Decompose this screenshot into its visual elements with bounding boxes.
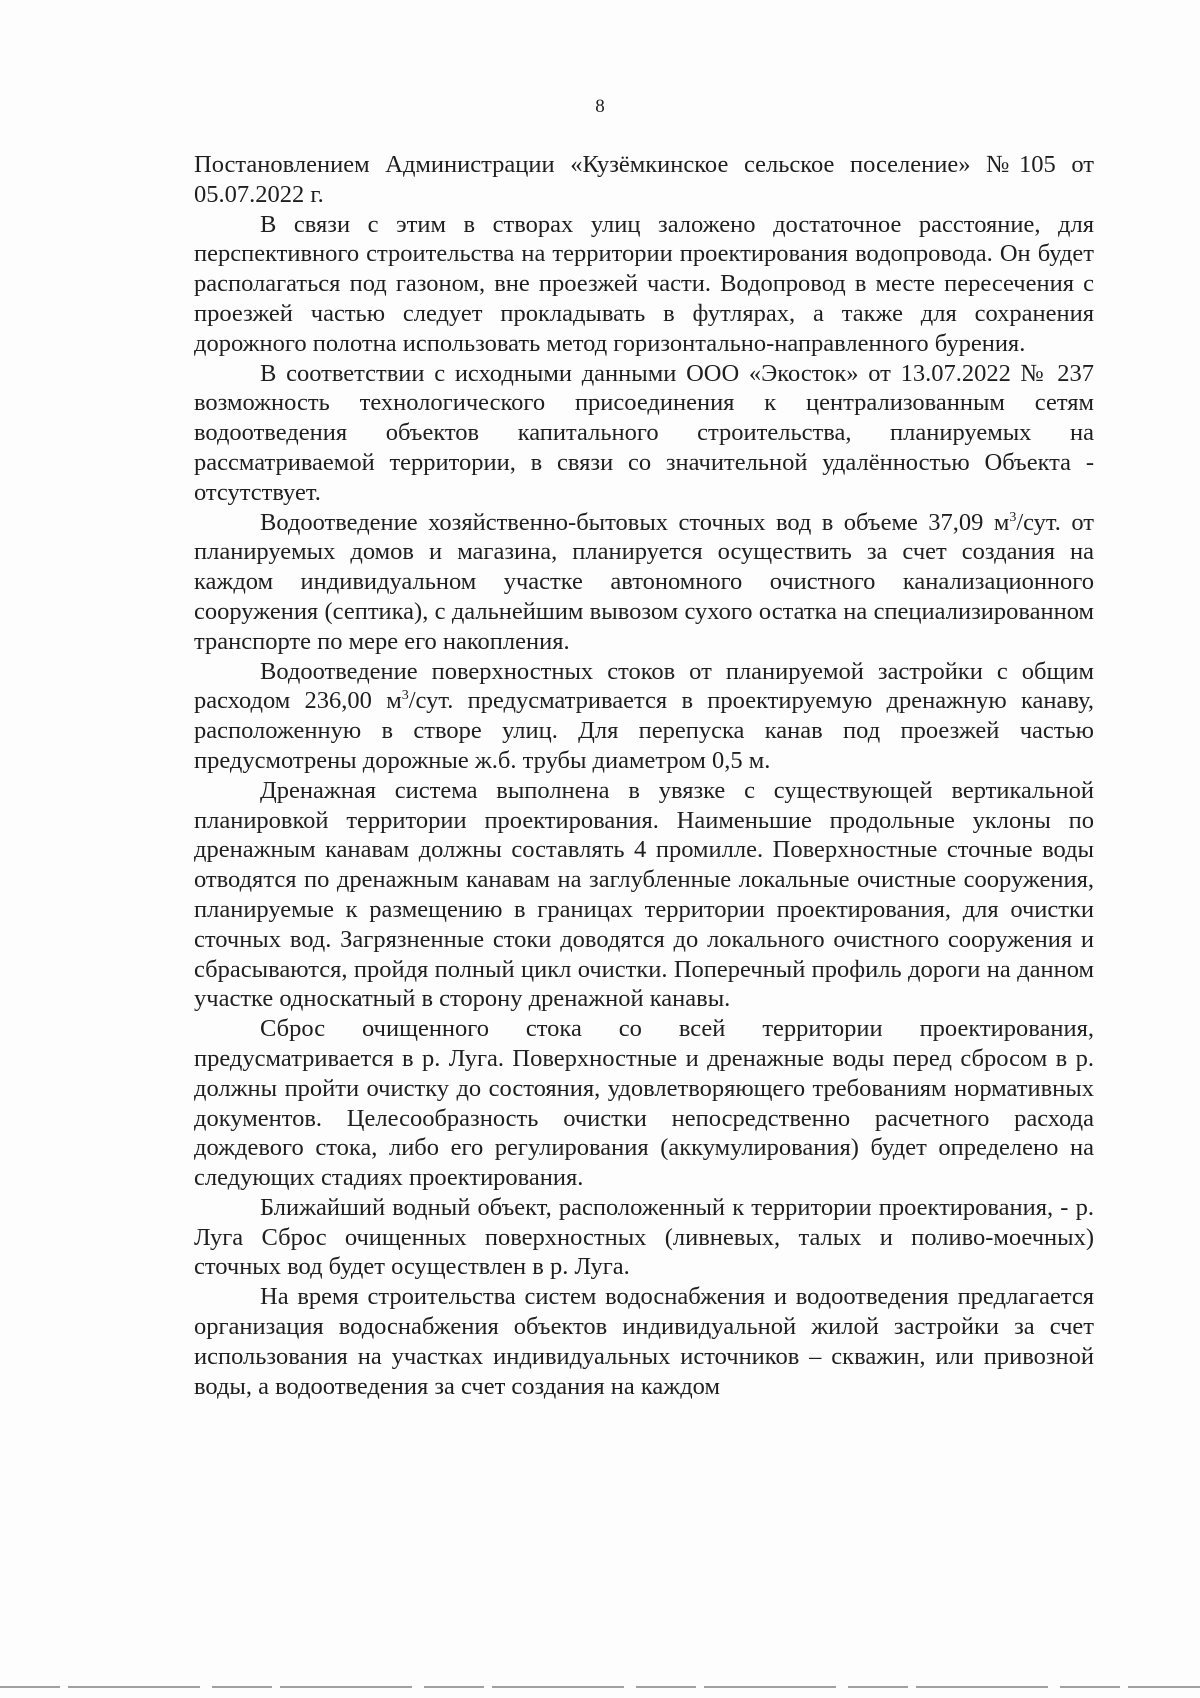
paragraph-drainage-system: Дренажная система выполнена в увязке с существующей вертикальной планировкой территории проектирования. Наименьшие продольные уклоны по дренажным канавам должны составлять 4 промилле. Поверхностные сточные воды отводятся по дренажным канавам на заглубленные локальные очистные сооружения, планируемые к размещению в границах территории проектирования, для очистки сточных вод. Загрязненные стоки доводятся до локального очистного сооружения и сбрасываются, пройдя полный цикл очистки. Поперечный профиль дороги на данном участке односкатный в сторону дренажной канавы. [194, 776, 1094, 1013]
paragraph-construction-period: На время строительства систем водоснабжения и водоотведения предлагается организация водоснабжения объектов индивидуальной жилой застройки за счет использования на участках индивидуальных источников – скважин, или привозной воды, а водоотведения за счет создания на каждом [194, 1283, 1094, 1400]
superscript: 3 [401, 688, 409, 704]
paragraph-water-supply-route: В связи с этим в створах улиц заложено достаточное расстояние, для перспективного строительства на территории проектирования водопровода. Он будет располагаться под газоном, вне проезжей части. Водопровод в месте пересечения с проезжей частью следует прокладывать в футлярах, а также для сохранения дорожного полотна использовать метод горизонтально-направленного бурения. [194, 210, 1094, 357]
paragraph-continuation: Постановлением Администрации «Кузёмкинское сельское поселение» №105 от 05.07.2022 г. [194, 151, 1094, 208]
page-number: 8 [595, 96, 605, 117]
paragraph-nearest-water-body: Ближайший водный объект, расположенный к территории проектирования, - р. Луга Сброс очищенных поверхностных (ливневых, талых и поливо-моечных) сточных вод будет осуществлен в р. Луга. [194, 1193, 1094, 1281]
paragraph-household-drainage [194, 508, 1094, 657]
paragraph-text: /сут. предусматривается в проектируемую дренажную канаву, расположенную в створе улиц. Для перепуска канав под проезжей частью предусмотрены дорожные ж.б. трубы диаметром 0,5 м. [194, 687, 1095, 774]
paragraph-text: /сут. от планируемых домов и магазина, планируется осуществить за счет создания на каждом индивидуальном участке автономного очистного канализационного сооружения (септика), с дальнейшим вывозом сухого остатка на специализированном транспорте по мере его накопления. [194, 508, 1094, 655]
scan-edge-line [0, 1686, 1200, 1688]
paragraph-discharge: Сброс очищенного стока со всей территории проектирования, предусматривается в р. Луга. Поверхностные и дренажные воды перед сбросом в р. должны пройти очистку до состояния, удовлетворяющего требованиям нормативных документов. Целесообразность очистки непосредственно расчетного расхода дождевого стока, либо его регулирования (аккумулирования) будет определено на следующих стадиях проектирования. [194, 1015, 1094, 1192]
superscript: 3 [1009, 509, 1017, 525]
paragraph-ecostok-conditions: В соответствии с исходными данными ООО «Экосток» от 13.07.2022 № 237 возможность технологического присоединения к централизованным сетям водоотведения объектов капитального строительства, планируемых на рассматриваемой территории, в связи со значительной удалённостью Объекта - отсутствует. [194, 359, 1094, 506]
paragraph-surface-runoff [194, 657, 1094, 776]
paragraph-text: Водоотведение хозяйственно-бытовых сточных вод в объеме 37,09 м [260, 508, 1010, 536]
body-text [194, 150, 1094, 1401]
paragraph-text: Водоотведение поверхностных стоков от планируемой застройки с общим расходом 236,00 м [194, 657, 1094, 715]
